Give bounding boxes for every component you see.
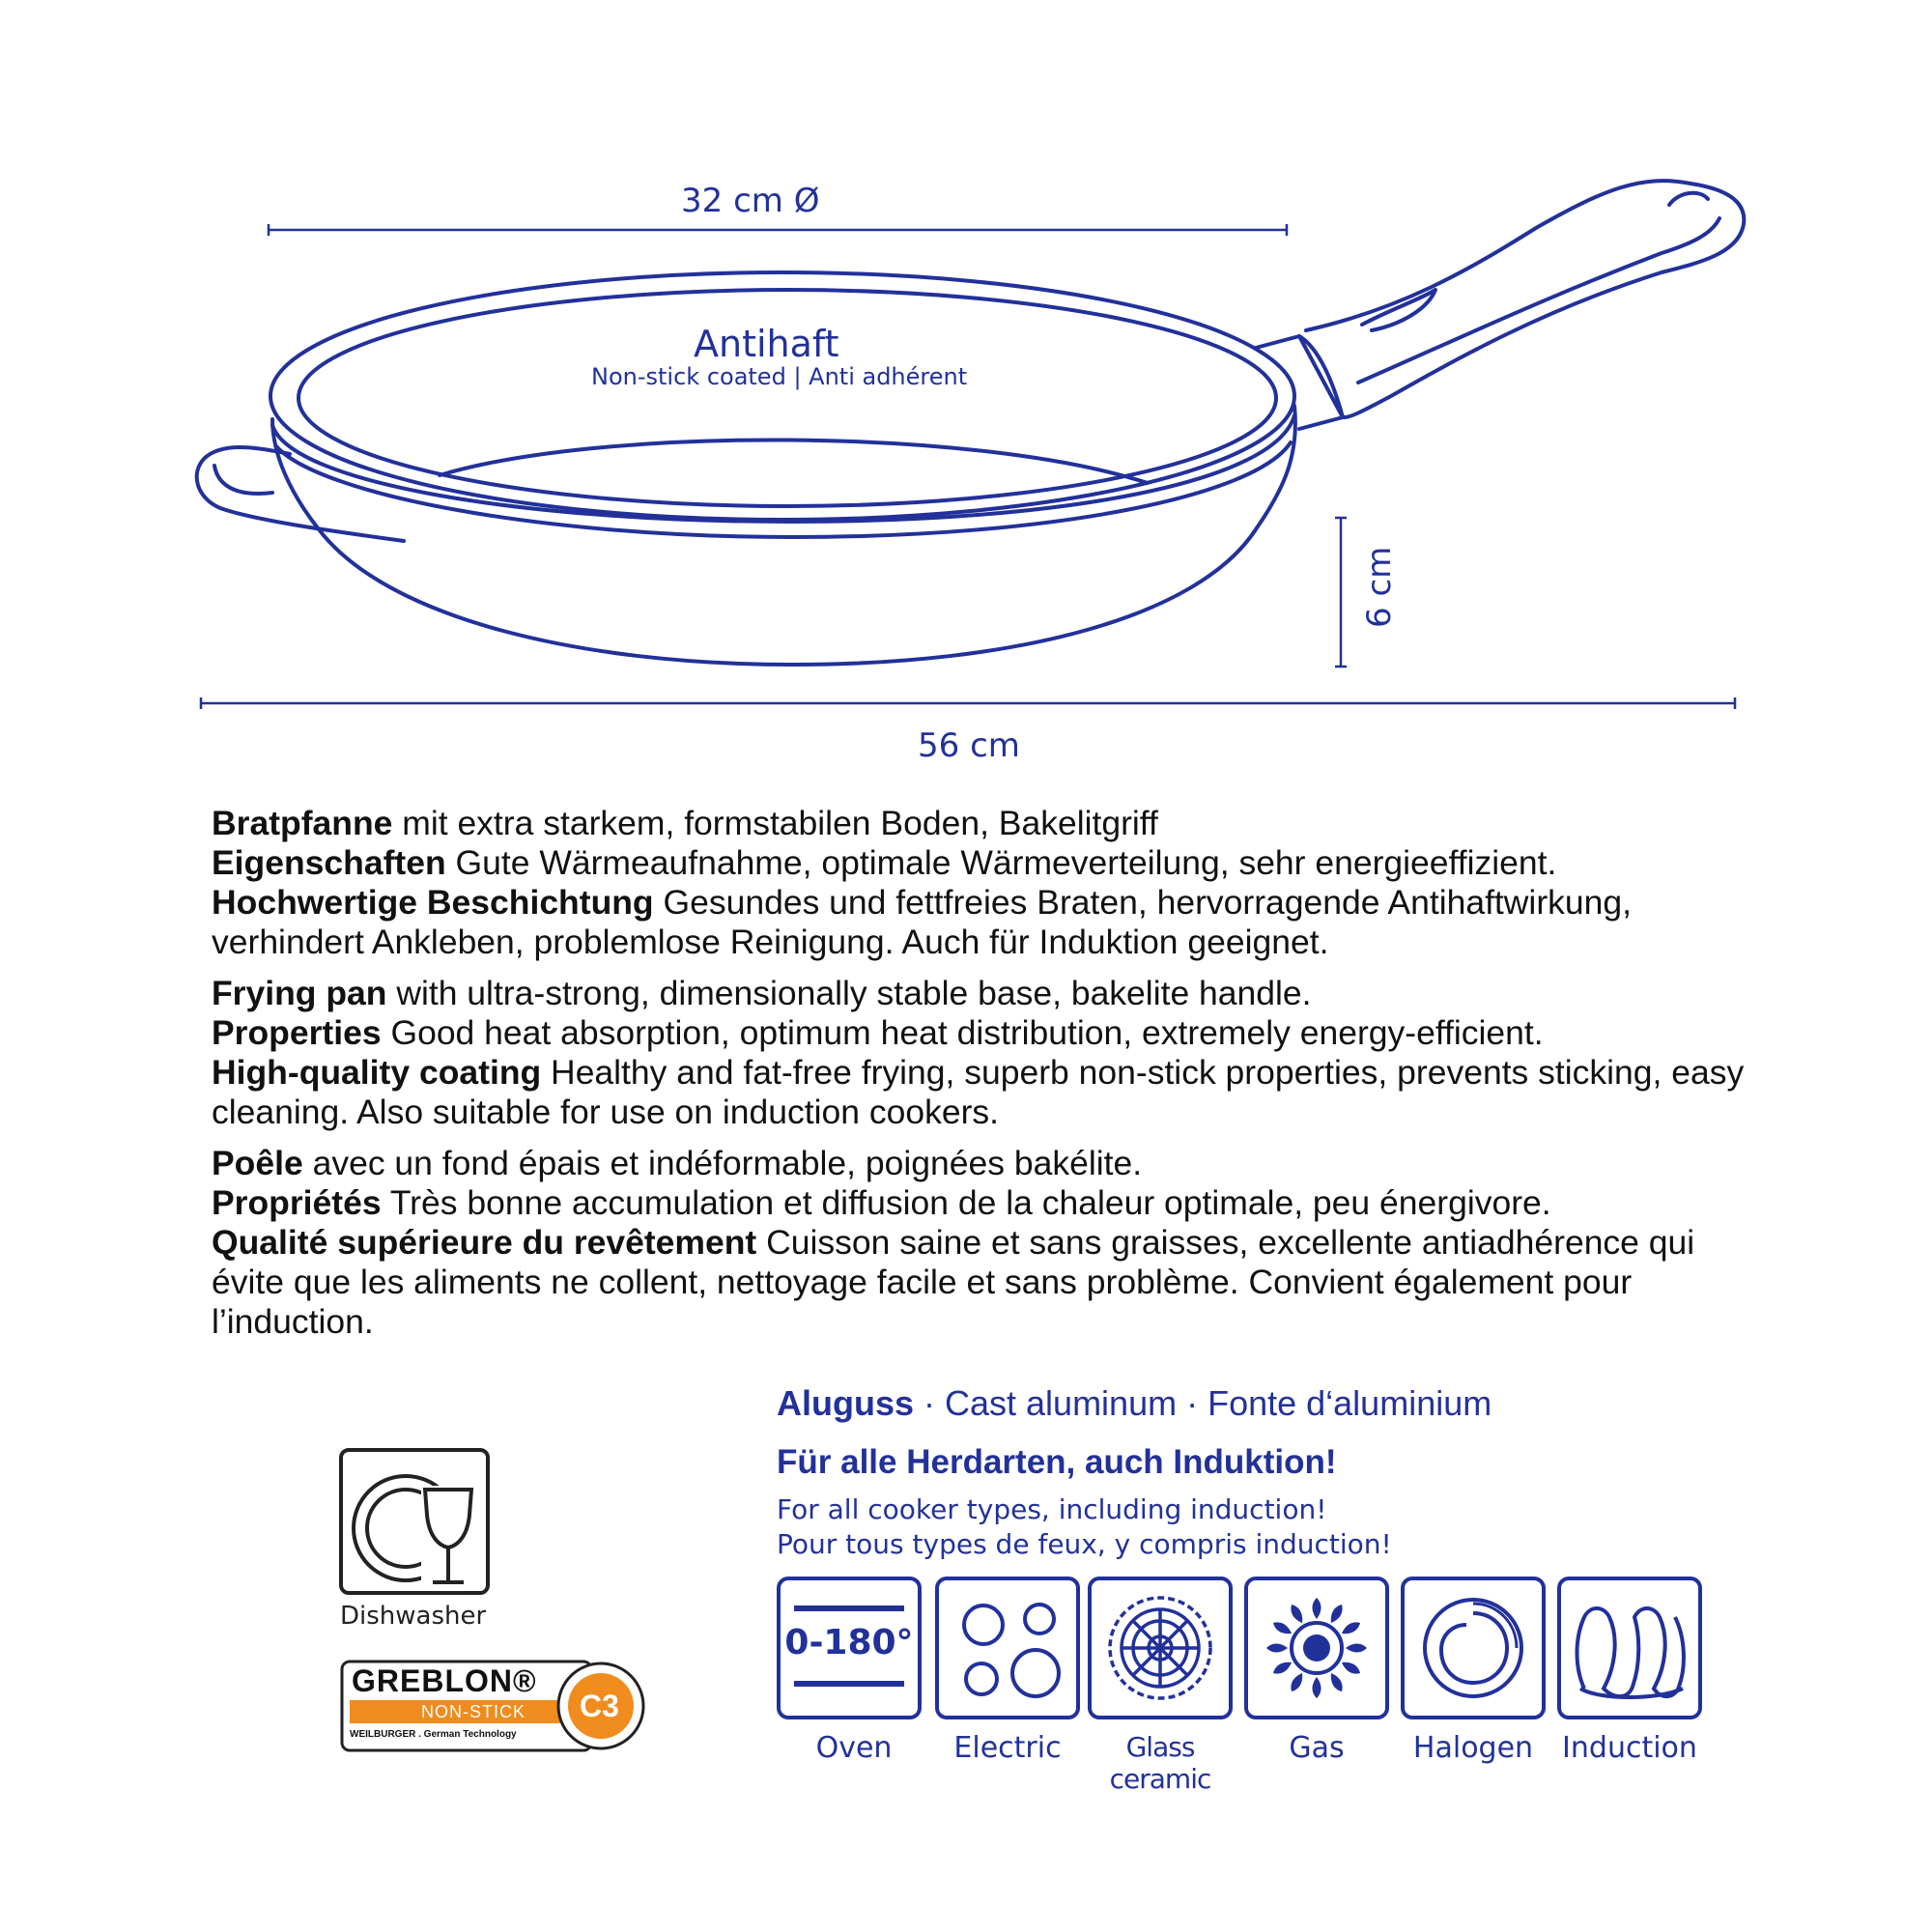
greblon-band: NON-STICK (421, 1702, 526, 1721)
electric-label: Electric (953, 1731, 1062, 1765)
side-handle-outline (197, 447, 404, 541)
cooker-fr: Pour tous types de feux, y compris induction! (777, 1528, 1392, 1560)
greblon-brand: GREBLON® (352, 1663, 537, 1698)
cooker-en: For all cooker types, including induction! (777, 1493, 1327, 1525)
text: Cuisson saine et sans graisses, excellente antiadhérence qui évite que les aliments ne collent, nettoyage facile et sans problème. Convient également pour l’induction. (212, 1223, 1695, 1341)
text: Gesundes und fettfreies Braten, hervorragende Antihaftwirkung, verhindert Ankleben, problemlose Reinigung. Auch für Induktion geeignet. (212, 883, 1632, 961)
handle-top (1306, 181, 1744, 417)
gas-label: Gas (1289, 1731, 1345, 1765)
product-description (212, 804, 1757, 1353)
material-line (777, 1383, 1492, 1424)
greblon-footer: WEILBURGER . German Technology (350, 1729, 517, 1740)
term: Propriétés (212, 1183, 382, 1222)
description-de (212, 804, 1757, 962)
induction-icon (1557, 1577, 1702, 1719)
term: Poêle (212, 1144, 303, 1182)
text: with ultra-strong, dimensionally stable base, bakelite handle. (386, 974, 1312, 1012)
term: Hochwertige Beschichtung (212, 883, 654, 922)
length-label: 56 cm (918, 726, 1020, 765)
description-en (212, 974, 1757, 1132)
coating-subtitle: Non-stick coated | Anti adhérent (591, 363, 968, 390)
cooker-de: Für alle Herdarten, auch Induktion! (777, 1443, 1337, 1481)
dishwasher-icon (338, 1447, 491, 1596)
gas-flame-icon (1244, 1577, 1389, 1719)
term: Properties (212, 1013, 382, 1052)
term: Frying pan (212, 974, 387, 1012)
greblon-logo (340, 1660, 655, 1754)
text: avec un fond épais et indéformable, poignées bakélite. (302, 1144, 1143, 1182)
text: mit extra starkem, formstabilen Boden, Bakelitgriff (392, 804, 1158, 842)
oven-temp: 0-180° (784, 1623, 914, 1662)
glass-ceramic-label: Glass ceramic (1109, 1731, 1211, 1795)
material-de: Aluguss (777, 1383, 915, 1423)
text: Good heat absorption, optimum heat distribution, extremely energy-efficient. (381, 1013, 1544, 1052)
electric-hob-icon (935, 1577, 1080, 1719)
halogen-icon (1401, 1577, 1546, 1719)
diameter-label: 32 cm Ø (681, 182, 820, 220)
side-handle-hole (214, 466, 272, 494)
term: Bratpfanne (212, 804, 393, 842)
material-rest: · Cast aluminum · Fonte d‘aluminium (914, 1383, 1492, 1423)
halogen-label: Halogen (1412, 1731, 1534, 1765)
text: Très bonne accumulation et diffusion de la chaleur optimale, peu énergivore. (381, 1183, 1551, 1222)
dishwasher-label: Dishwasher (340, 1602, 487, 1631)
induction-label: Induction (1562, 1731, 1697, 1765)
glass-ceramic-icon (1088, 1577, 1233, 1719)
oven-label: Oven (815, 1731, 893, 1765)
height-label: 6 cm (1360, 546, 1399, 628)
greblon-grade: C3 (580, 1689, 619, 1723)
handle-hang-hole (1669, 193, 1708, 205)
text: Gute Wärmeaufnahme, optimale Wärmeverteilung, sehr energieeffizient. (445, 843, 1557, 882)
description-fr (212, 1144, 1757, 1342)
coating-title: Antihaft (694, 323, 839, 365)
text: Healthy and fat-free frying, superb non-stick properties, prevents sticking, easy cleaning. Also suitable for use on induction cookers. (212, 1053, 1745, 1131)
term: Qualité supérieure du revêtement (212, 1223, 757, 1262)
pan-base-edge (440, 440, 1148, 483)
term: High-quality coating (212, 1053, 542, 1092)
oven-icon (777, 1577, 922, 1719)
term: Eigenschaften (212, 843, 446, 882)
